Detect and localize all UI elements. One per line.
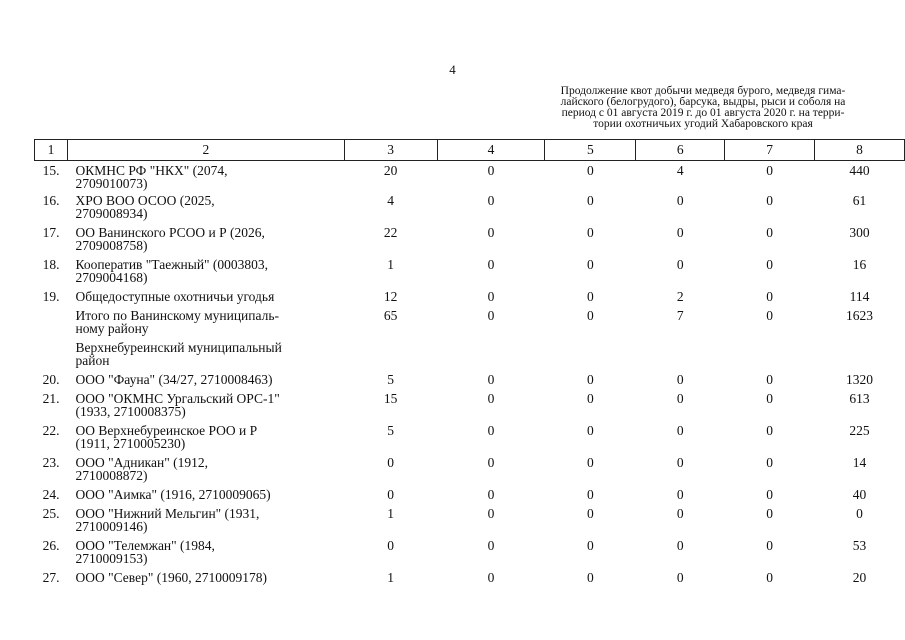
row-number: 18.	[42, 257, 60, 272]
quota-value-col-8: 300	[849, 225, 870, 240]
quota-value-col-8: 16	[852, 257, 867, 272]
hunting-ground-name	[67, 388, 344, 420]
quota-value-col-3: 1	[387, 257, 395, 272]
caption-line: лайского (белогрудого), барсука, выдры, рыси и соболя на	[560, 96, 846, 108]
name-line: ООО "Адникан" (1912,	[75, 455, 209, 470]
name-line: ООО "Север" (1960, 2710009178)	[75, 570, 267, 585]
quota-value-col-7: 0	[766, 423, 773, 438]
quota-value-col-7: 0	[766, 193, 773, 208]
column-header: 2	[67, 140, 344, 161]
quota-value-col-8	[815, 337, 905, 369]
name-line: Итого по Ванинскому муниципаль-	[75, 308, 279, 323]
quota-value-col-4: 0	[487, 163, 495, 178]
table-row	[35, 535, 905, 567]
caption-line: период с 01 августа 2019 г. до 01 августа 2020 г. на терри-	[561, 107, 845, 119]
caption-line: тории охотничьих угодий Хабаровского края	[593, 118, 813, 130]
quota-value-col-8: 61	[852, 193, 867, 208]
caption-line: Продолжение квот добычи медведя бурого, медведя гима-	[560, 85, 846, 97]
hunting-ground-name	[67, 503, 344, 535]
quota-value-col-4: 0	[487, 506, 495, 521]
quota-value-col-4: 0	[487, 308, 495, 323]
quota-value-col-3	[344, 337, 437, 369]
quota-value-col-3: 15	[383, 391, 398, 406]
quota-value-col-8: 14	[852, 455, 867, 470]
quota-value-col-6: 0	[676, 257, 684, 272]
quota-value-col-6: 0	[676, 455, 684, 470]
name-line: Общедоступные охотничьи угодья	[75, 289, 275, 304]
quota-value-col-5: 0	[587, 372, 594, 387]
quota-value-col-6: 0	[676, 372, 684, 387]
quota-value-col-7: 0	[766, 538, 773, 553]
name-line: ОО Ванинского РСОО и Р (2026,	[75, 225, 265, 240]
hunting-ground-name	[67, 484, 344, 503]
quota-value-col-3: 1	[387, 570, 395, 585]
table-row	[35, 337, 905, 369]
quota-value-col-8: 613	[849, 391, 870, 406]
column-header: 3	[344, 140, 437, 161]
quota-value-col-6: 0	[676, 570, 684, 585]
quota-value-col-8: 40	[852, 487, 867, 502]
hunting-ground-name	[67, 567, 344, 586]
name-line: 2710009153)	[75, 551, 148, 566]
table-row	[35, 503, 905, 535]
row-number: 15.	[42, 163, 60, 178]
quota-value-col-4: 0	[487, 570, 495, 585]
column-header: 1	[35, 140, 68, 161]
quota-value-col-7: 0	[766, 570, 773, 585]
row-number: 21.	[42, 391, 60, 406]
quota-value-col-4: 0	[487, 193, 495, 208]
name-line: 2710008872)	[75, 468, 148, 483]
quota-value-col-3: 1	[387, 506, 395, 521]
quota-table	[34, 139, 905, 586]
column-header: 4	[437, 140, 545, 161]
name-line: ному району	[75, 321, 149, 336]
quota-value-col-3: 22	[383, 225, 398, 240]
quota-value-col-6: 0	[676, 193, 684, 208]
table-row	[35, 286, 905, 305]
quota-value-col-7: 0	[766, 455, 773, 470]
hunting-ground-name	[67, 452, 344, 484]
row-number: 26.	[42, 538, 60, 553]
quota-value-col-7: 0	[766, 391, 773, 406]
quota-value-col-3: 0	[387, 487, 395, 502]
quota-value-col-5: 0	[587, 455, 594, 470]
quota-value-col-6: 0	[676, 538, 684, 553]
quota-value-col-6	[636, 337, 725, 369]
row-number: 20.	[42, 372, 60, 387]
quota-value-col-4: 0	[487, 372, 495, 387]
quota-value-col-4: 0	[487, 423, 495, 438]
quota-value-col-5: 0	[587, 506, 594, 521]
quota-value-col-8: 53	[852, 538, 867, 553]
quota-value-col-3: 4	[387, 193, 395, 208]
quota-value-col-8: 1320	[846, 372, 874, 387]
quota-value-col-4: 0	[487, 391, 495, 406]
quota-value-col-6: 2	[676, 289, 684, 304]
table-header-row	[35, 140, 905, 161]
name-line: 2709010073)	[75, 176, 148, 191]
quota-value-col-7: 0	[766, 289, 773, 304]
quota-value-col-7	[725, 337, 815, 369]
quota-value-col-5: 0	[587, 308, 594, 323]
name-line: ООО "ОКМНС Ургальский ОРС-1"	[75, 391, 280, 406]
quota-value-col-6: 0	[676, 487, 684, 502]
quota-value-col-7: 0	[766, 487, 773, 502]
name-line: (1911, 2710005230)	[75, 436, 186, 451]
hunting-ground-name	[67, 190, 344, 222]
hunting-ground-name	[67, 254, 344, 286]
quota-value-col-7: 0	[766, 257, 773, 272]
quota-value-col-7: 0	[766, 308, 773, 323]
quota-value-col-3: 5	[387, 372, 395, 387]
column-header: 6	[636, 140, 725, 161]
table-row	[35, 388, 905, 420]
quota-value-col-4: 0	[487, 257, 495, 272]
quota-value-col-6: 0	[676, 391, 684, 406]
table-caption	[538, 86, 868, 130]
name-line: 2709008934)	[75, 206, 148, 221]
quota-value-col-7: 0	[766, 372, 773, 387]
hunting-ground-name	[67, 369, 344, 388]
quota-value-col-3: 5	[387, 423, 395, 438]
quota-value-col-4: 0	[487, 225, 495, 240]
quota-value-col-4: 0	[487, 455, 495, 470]
quota-value-col-3: 0	[387, 455, 395, 470]
quota-value-col-8: 225	[849, 423, 870, 438]
quota-value-col-6: 0	[676, 225, 684, 240]
name-line: ОКМНС РФ "НКХ" (2074,	[75, 163, 228, 178]
quota-value-col-6: 4	[676, 163, 684, 178]
name-line: район	[75, 353, 110, 368]
row-number: 16.	[42, 193, 60, 208]
quota-value-col-7: 0	[766, 225, 773, 240]
column-header: 7	[725, 140, 815, 161]
quota-value-col-5: 0	[587, 538, 594, 553]
name-line: ООО "Телемжан" (1984,	[75, 538, 215, 553]
quota-value-col-5: 0	[587, 225, 594, 240]
quota-value-col-7: 0	[766, 506, 773, 521]
quota-value-col-8: 1623	[846, 308, 874, 323]
quota-value-col-8: 114	[849, 289, 870, 304]
quota-value-col-5: 0	[587, 423, 594, 438]
page-number: 4	[449, 62, 456, 77]
table-row	[35, 567, 905, 586]
quota-value-col-5	[545, 337, 636, 369]
name-line: (1933, 2710008375)	[75, 404, 186, 419]
quota-value-col-4: 0	[487, 487, 495, 502]
quota-value-col-8: 20	[852, 570, 867, 585]
quota-value-col-8: 0	[856, 506, 863, 521]
hunting-ground-name	[67, 420, 344, 452]
row-number: 23.	[42, 455, 60, 470]
name-line: 2709004168)	[75, 270, 148, 285]
row-number	[35, 337, 68, 369]
table-body	[35, 161, 905, 587]
quota-value-col-3: 12	[383, 289, 398, 304]
quota-value-col-3: 65	[383, 308, 398, 323]
table-row	[35, 452, 905, 484]
column-header: 5	[545, 140, 636, 161]
row-number	[35, 305, 68, 337]
column-header: 8	[815, 140, 905, 161]
hunting-ground-name	[67, 222, 344, 254]
quota-value-col-7: 0	[766, 163, 773, 178]
row-number: 17.	[42, 225, 60, 240]
quota-value-col-6: 0	[676, 423, 684, 438]
table-row	[35, 420, 905, 452]
row-number: 25.	[42, 506, 60, 521]
quota-value-col-3: 0	[387, 538, 395, 553]
quota-value-col-6: 7	[676, 308, 684, 323]
quota-value-col-4: 0	[487, 538, 495, 553]
hunting-ground-name	[67, 535, 344, 567]
hunting-ground-name	[67, 305, 344, 337]
name-line: 2709008758)	[75, 238, 148, 253]
quota-value-col-5: 0	[587, 193, 594, 208]
name-line: ОО Верхнебуреинское РОО и Р	[75, 423, 258, 438]
name-line: 2710009146)	[75, 519, 148, 534]
name-line: ХРО ВОО ОСОО (2025,	[75, 193, 215, 208]
row-number: 24.	[42, 487, 60, 502]
table-row	[35, 369, 905, 388]
quota-value-col-8: 440	[849, 163, 870, 178]
table-row	[35, 484, 905, 503]
table-row	[35, 161, 905, 191]
table-row	[35, 305, 905, 337]
name-line: Верхнебуреинский муниципальный	[75, 340, 282, 355]
row-number: 19.	[42, 289, 60, 304]
name-line: ООО "Нижний Мельгин" (1931,	[75, 506, 260, 521]
table-row	[35, 190, 905, 222]
hunting-ground-name	[67, 161, 344, 191]
quota-value-col-4	[437, 337, 545, 369]
row-number: 27.	[42, 570, 60, 585]
quota-value-col-5: 0	[587, 163, 594, 178]
hunting-ground-name	[67, 337, 344, 369]
quota-value-col-5: 0	[587, 487, 594, 502]
quota-value-col-5: 0	[587, 289, 594, 304]
quota-value-col-5: 0	[587, 391, 594, 406]
row-number: 22.	[42, 423, 60, 438]
name-line: ООО "Фауна" (34/27, 2710008463)	[75, 372, 273, 387]
table-row	[35, 222, 905, 254]
quota-value-col-5: 0	[587, 257, 594, 272]
quota-value-col-6: 0	[676, 506, 684, 521]
quota-value-col-4: 0	[487, 289, 495, 304]
quota-value-col-3: 20	[383, 163, 398, 178]
quota-value-col-5: 0	[587, 570, 594, 585]
table-row	[35, 254, 905, 286]
name-line: Кооператив "Таежный" (0003803,	[75, 257, 269, 272]
name-line: ООО "Аимка" (1916, 2710009065)	[75, 487, 271, 502]
hunting-ground-name	[67, 286, 344, 305]
